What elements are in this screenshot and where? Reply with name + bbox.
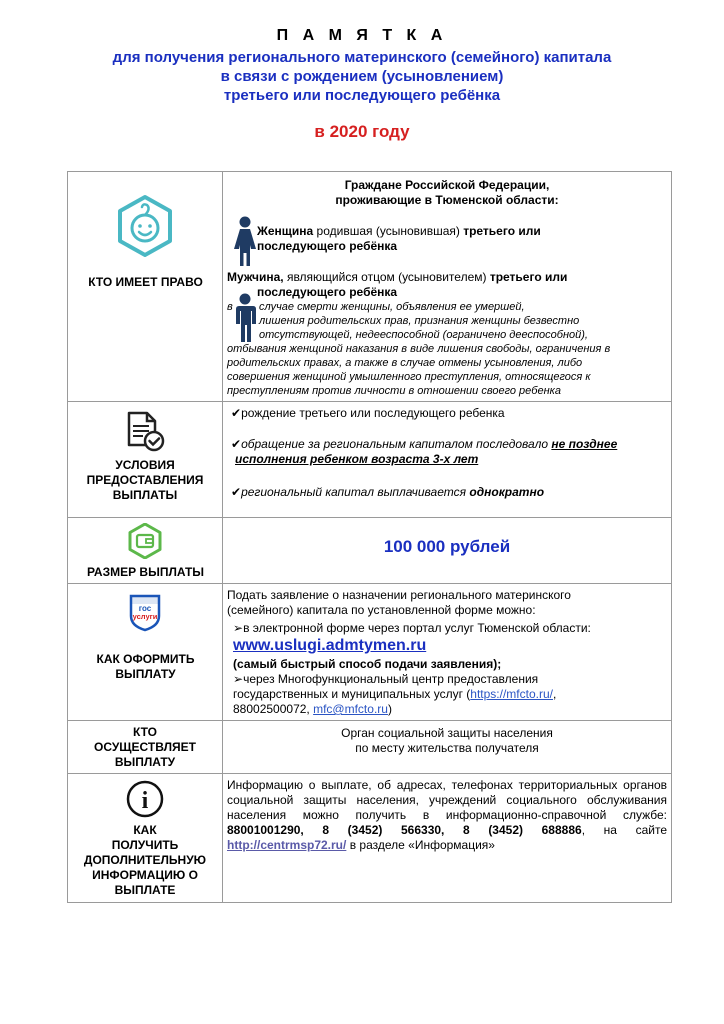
- mfc-email-link[interactable]: mfc@mfcto.ru: [313, 702, 388, 716]
- label-info-line-5: ВЫПЛАТЕ: [114, 883, 176, 897]
- row-provider: [68, 721, 672, 774]
- document-check-icon: [68, 410, 222, 452]
- info-text: Информацию о выплате, об адресах, телефонах территориальных органов социальной защиты населения, учреждений социального обслуживания населения можно получить в информационно-справочной службе: 88001001290, 8 (3452) 566330, 8 (3452) 688886, на сайте http://centrmsp72.ru/ в разделе «Информация»: [227, 778, 667, 852]
- gosuslugi-logo: [68, 592, 222, 632]
- check-icon: ✔: [231, 406, 242, 420]
- content-cell-conditions: [223, 402, 672, 518]
- label-amount: РАЗМЕР ВЫПЛАТЫ: [86, 565, 205, 579]
- portal-link[interactable]: www.uslugi.admtymen.ru: [233, 637, 427, 654]
- info-icon: [68, 779, 222, 819]
- woman-icon: [231, 216, 259, 271]
- content-cell-apply: [223, 584, 672, 721]
- label-provider-line-1: КТО: [133, 725, 157, 739]
- man-conditions-prefix: в: [227, 301, 233, 313]
- label-apply-line-1: КАК ОФОРМИТЬ: [96, 652, 195, 666]
- arrow-bullet-icon: ➢: [233, 621, 244, 635]
- who-intro-line-1: Граждане Российской Федерации,: [344, 178, 550, 192]
- label-provider-line-2: ОСУЩЕСТВЛЯЕТ: [94, 740, 196, 754]
- man-heading-line-2: последующего ребёнка: [257, 285, 398, 299]
- provider-line-2: по месту жительства получателя: [355, 741, 539, 755]
- apply-method-online: ➢в электронной форме через портал услуг Тюменской области:: [233, 621, 591, 635]
- label-conditions-line-2: ПРЕДОСТАВЛЕНИЯ: [86, 473, 204, 487]
- logo-text-1: гос: [138, 604, 152, 613]
- year-label: в 2020 году: [314, 122, 410, 141]
- amount-value: 100 000 рублей: [383, 537, 511, 556]
- row-conditions: [68, 402, 672, 518]
- row-apply: [68, 584, 672, 721]
- centrmsp-link[interactable]: http://centrmsp72.ru/: [227, 838, 347, 852]
- apply-intro: Подать заявление о назначении регионального материнского (семейного) капитала по установленной форме можно:: [227, 588, 571, 617]
- row-who: [68, 172, 672, 402]
- who-intro-line-2: проживающие в Тюменской области:: [335, 193, 559, 207]
- label-info-line-4: ИНФОРМАЦИЮ О: [92, 868, 198, 882]
- label-cell-info: [68, 774, 223, 903]
- fastest-method-note: (самый быстрый способ подачи заявления);: [233, 657, 502, 671]
- woman-text: Женщина родившая (усыновившая) третьего или последующего ребёнка: [257, 224, 541, 253]
- label-cell-conditions: [68, 402, 223, 518]
- arrow-bullet-icon: ➢: [233, 672, 244, 686]
- wallet-icon: [68, 523, 222, 559]
- condition-item-3: ✔региональный капитал выплачивается однократно: [231, 485, 545, 499]
- man-heading: Мужчина, являющийся отцом (усыновителем) третьего или: [227, 270, 568, 284]
- label-cell-who: [68, 172, 223, 402]
- provider-line-1: Орган социальной защиты населения: [341, 726, 553, 740]
- row-amount: [68, 518, 672, 584]
- mfc-phone: 88002500072,: [233, 702, 314, 716]
- row-info: [68, 774, 672, 903]
- apply-method-mfc: ➢через Многофункциональный центр предоставления государственных и муниципальных услуг (https://mfcto.ru/, 88002500072, mfc@mfcto.ru): [233, 672, 557, 716]
- document-header: [0, 26, 724, 142]
- mfc-link[interactable]: https://mfcto.ru/: [470, 687, 553, 701]
- baby-face-icon: [68, 194, 222, 258]
- logo-text-2: услуги: [132, 612, 158, 621]
- label-cell-apply: [68, 584, 223, 721]
- info-phones: 88001001290, 8 (3452) 566330, 8 (3452) 688886: [227, 823, 582, 837]
- info-table: [67, 171, 672, 903]
- man-icon: [232, 293, 258, 346]
- label-conditions-line-3: ВЫПЛАТЫ: [112, 488, 178, 502]
- label-who: КТО ИМЕЕТ ПРАВО: [88, 275, 203, 289]
- check-icon: ✔: [231, 437, 242, 451]
- content-cell-info: [223, 774, 672, 903]
- label-cell-provider: [68, 721, 223, 774]
- condition-item-2: ✔обращение за региональным капиталом последовало не позднее исполнения ребенком возраста 3-х лет: [231, 437, 618, 466]
- label-info-line-3: ДОПОЛНИТЕЛЬНУЮ: [83, 853, 207, 867]
- check-icon: ✔: [231, 485, 242, 499]
- label-cell-amount: [68, 518, 223, 584]
- label-apply-line-2: ВЫПЛАТУ: [115, 667, 176, 681]
- document-title: П А М Я Т К А: [276, 27, 448, 44]
- label-conditions-line-1: УСЛОВИЯ: [115, 458, 175, 472]
- subtitle-line-2: в связи с рождением (усыновлением): [220, 68, 504, 85]
- man-conditions-bottom: отбывания женщиной наказания в виде лишения свободы, ограничения в родительских правах, а также в случае отмены усыновления, либо совершения женщиной умышленного преступления, относящегося к преступлениям против личности в отношении своего ребенка: [227, 343, 611, 397]
- subtitle-line-1: для получения регионального материнского (семейного) капитала: [112, 49, 612, 66]
- content-cell-provider: [223, 721, 672, 774]
- subtitle-line-3: третьего или последующего ребёнка: [223, 87, 501, 104]
- man-conditions-top: случае смерти женщины, объявления ее умершей, лишения родительских прав, признания женщины безвестно отсутствующей, недееспособной (ограничено дееспособной),: [259, 301, 588, 341]
- label-info-line-1: КАК: [133, 823, 157, 837]
- label-provider-line-3: ВЫПЛАТУ: [114, 755, 176, 769]
- label-info-line-2: ПОЛУЧИТЬ: [111, 838, 179, 852]
- content-cell-who: [223, 172, 672, 402]
- content-cell-amount: [223, 518, 672, 584]
- svg-text:i: i: [141, 788, 149, 814]
- condition-item-1: ✔рождение третьего или последующего ребенка: [231, 406, 505, 420]
